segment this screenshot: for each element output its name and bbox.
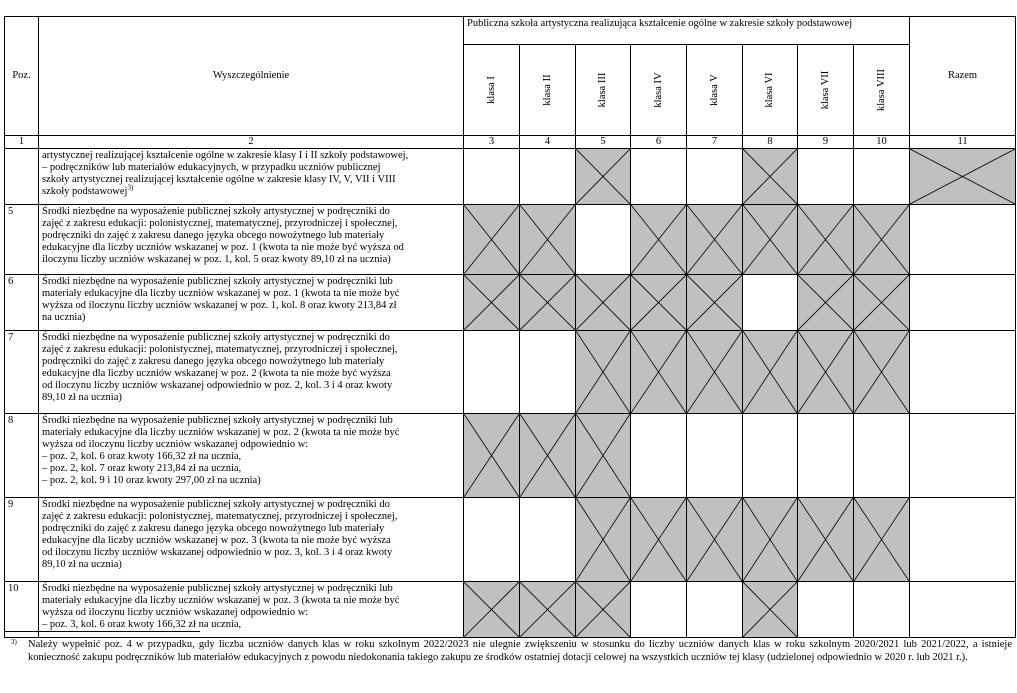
cross-mark-icon — [520, 582, 575, 637]
table-row — [5, 275, 1016, 331]
column-number: 11 — [910, 136, 1016, 149]
class-input-cell[interactable] — [798, 582, 854, 638]
class-input-cell[interactable] — [854, 414, 910, 498]
description-line: – podręczników lub materiałów edukacyjnych, w przypadku uczniów publicznej — [42, 162, 381, 173]
crossed-class-cell — [743, 149, 798, 205]
row-description — [39, 205, 464, 275]
description-line: Środki niezbędne na wyposażenie publicznej szkoły artystycznej w podręczniki do — [42, 332, 390, 343]
cross-mark-icon — [464, 582, 519, 637]
total-input-cell[interactable] — [910, 498, 1016, 582]
description-line: materiały edukacyjne dla liczby uczniów wskazanej w poz. 1 (kwota ta nie może być — [42, 288, 400, 299]
description-line: – poz. 3, kol. 6 oraz kwoty 166,32 zł na ucznia, — [42, 619, 242, 630]
cross-mark-icon — [798, 205, 853, 274]
description-line: artystycznej realizującej kształcenie ogólne w zakresie klasy I i II szkoły podstawowej, — [42, 150, 409, 161]
column-number: 4 — [520, 136, 576, 149]
row-description — [39, 275, 464, 331]
class-input-cell[interactable] — [631, 414, 687, 498]
description-line: – poz. 2, kol. 9 i 10 oraz kwoty 297,00 zł na ucznia) — [42, 475, 261, 486]
row-position: 5 — [5, 205, 39, 275]
crossed-class-cell — [854, 331, 910, 414]
total-input-cell[interactable] — [910, 582, 1016, 638]
cross-mark-icon — [520, 275, 575, 330]
class-input-cell[interactable] — [798, 414, 854, 498]
cross-mark-icon — [631, 275, 686, 330]
subsidy-form-table — [4, 16, 1016, 638]
class-input-cell[interactable] — [520, 149, 576, 205]
description-line: zajęć z zakresu edukacji: polonistycznej, matematycznej, przyrodniczej i społecznej, — [42, 218, 398, 229]
cross-mark-icon — [854, 498, 909, 581]
crossed-class-cell — [854, 498, 910, 582]
table-row — [5, 414, 1016, 498]
description-header: Wyszczególnienie — [39, 17, 464, 136]
cross-mark-icon — [687, 498, 742, 581]
row-position: 10 — [5, 582, 39, 638]
cross-mark-icon — [520, 414, 575, 497]
cross-mark-icon — [854, 205, 909, 274]
crossed-class-cell — [854, 205, 910, 275]
column-number: 9 — [798, 136, 854, 149]
class-input-cell[interactable] — [631, 582, 687, 638]
crossed-class-cell — [743, 205, 798, 275]
description-line: materiały edukacyjne dla liczby uczniów wskazanej w poz. 2 (kwota ta nie może być — [42, 427, 400, 438]
cross-mark-icon — [798, 331, 853, 413]
column-number: 8 — [743, 136, 798, 149]
description-line: od iloczynu liczby uczniów wskazanej odpowiednio w poz. 2, kol. 3 i 4 oraz kwoty — [42, 380, 393, 391]
description-line: materiały edukacyjne dla liczby uczniów wskazanej w poz. 3 (kwota ta nie może być — [42, 595, 400, 606]
crossed-class-cell — [520, 275, 576, 331]
cross-mark-icon — [631, 205, 686, 274]
crossed-class-cell — [464, 205, 520, 275]
description-line: wyższa od iloczynu liczby uczniów wskazanej odpowiednio w: — [42, 439, 309, 450]
crossed-class-cell — [798, 205, 854, 275]
class-input-cell[interactable] — [464, 331, 520, 414]
cross-mark-icon — [687, 205, 742, 274]
column-number: 6 — [631, 136, 687, 149]
header-row-top — [5, 17, 1016, 45]
description-line: 89,10 zł na ucznia) — [42, 559, 122, 570]
column-number: 3 — [464, 136, 520, 149]
description-line: edukacyjne dla liczby uczniów wskazanej w poz. 2 (kwota ta nie może być wyższa — [42, 368, 391, 379]
total-input-cell[interactable] — [910, 205, 1016, 275]
crossed-class-cell — [687, 331, 743, 414]
crossed-class-cell — [464, 414, 520, 498]
crossed-class-cell — [798, 275, 854, 331]
class-input-cell[interactable] — [520, 331, 576, 414]
crossed-class-cell — [464, 275, 520, 331]
cross-mark-icon — [464, 275, 519, 330]
class-header: klasa VIII — [854, 45, 910, 136]
cross-mark-icon — [743, 149, 797, 204]
class-input-cell[interactable] — [743, 275, 798, 331]
class-header: klasa I — [464, 45, 520, 136]
description-line: Środki niezbędne na wyposażenie publicznej szkoły artystycznej w podręczniki lub — [42, 276, 393, 287]
crossed-class-cell — [576, 275, 631, 331]
row-position: 9 — [5, 498, 39, 582]
description-line: Środki niezbędne na wyposażenie publicznej szkoły artystycznej w podręczniki do — [42, 206, 390, 217]
description-line: podręczniki do zajęć z zakresu danego języka obcego nowożytnego lub materiały — [42, 356, 385, 367]
crossed-class-cell — [576, 582, 631, 638]
crossed-total-cell — [910, 149, 1016, 205]
class-input-cell[interactable] — [464, 498, 520, 582]
table-row — [5, 582, 1016, 638]
crossed-class-cell — [576, 498, 631, 582]
row-description — [39, 498, 464, 582]
class-header: klasa IV — [631, 45, 687, 136]
description-line: Środki niezbędne na wyposażenie publicznej szkoły artystycznej w podręczniki lub — [42, 583, 393, 594]
cross-mark-icon — [743, 498, 797, 581]
crossed-class-cell — [631, 331, 687, 414]
cross-mark-icon — [576, 498, 630, 581]
table-row — [5, 149, 1016, 205]
footnote-text: Należy wypełnić poz. 4 w przypadku, gdy liczba uczniów danych klas w roku szkolnym 2022/2023 nie ulegnie zwiększeniu w stosunku do liczby uczniów danych klas w roku szkolnym 2020/2021 lub 2021/2022, a istnieje konieczność zakupu podręczników lub materiałów edukacyjnych z powodu niedokonania takiego zakupu ze środków ostatniej dotacji celowej na wszystkich uczniów tej klasy (udzielonej odpowiednio w 2020 r. lub 2021 r.). — [28, 639, 1012, 663]
crossed-class-cell — [798, 498, 854, 582]
crossed-class-cell — [687, 498, 743, 582]
class-input-cell[interactable] — [798, 149, 854, 205]
description-line: podręczniki do zajęć z zakresu danego języka obcego nowożytnego lub materiały — [42, 230, 385, 241]
total-input-cell[interactable] — [910, 275, 1016, 331]
crossed-class-cell — [576, 414, 631, 498]
line-text: szkoły podstawowej — [42, 186, 128, 197]
description-line: Środki niezbędne na wyposażenie publicznej szkoły artystycznej w podręczniki lub — [42, 415, 393, 426]
class-input-cell[interactable] — [687, 414, 743, 498]
row-position: 6 — [5, 275, 39, 331]
row-description — [39, 331, 464, 414]
crossed-class-cell — [743, 582, 798, 638]
cross-mark-icon — [464, 414, 519, 497]
description-line: na ucznia) — [42, 312, 86, 323]
row-description — [39, 149, 464, 205]
crossed-class-cell — [743, 498, 798, 582]
cross-mark-icon — [854, 275, 909, 330]
description-line: edukacyjne dla liczby uczniów wskazanej w poz. 3 (kwota ta nie może być wyższa — [42, 535, 391, 546]
table-row — [5, 205, 1016, 275]
cross-mark-icon — [631, 498, 686, 581]
cross-mark-icon — [576, 414, 630, 497]
table-row — [5, 331, 1016, 414]
description-line: szkoły artystycznej realizującej kształcenie ogólne w zakresie klasy IV, V, VII i VIII — [42, 174, 396, 185]
class-header: klasa III — [576, 45, 631, 136]
crossed-class-cell — [631, 275, 687, 331]
crossed-class-cell — [687, 205, 743, 275]
class-input-cell[interactable] — [854, 149, 910, 205]
row-description — [39, 414, 464, 498]
cross-mark-icon — [631, 331, 686, 413]
class-header: klasa VII — [798, 45, 854, 136]
cross-mark-icon — [743, 582, 797, 637]
cross-mark-icon — [910, 149, 1015, 204]
column-number: 10 — [854, 136, 910, 149]
crossed-class-cell — [743, 331, 798, 414]
cross-mark-icon — [798, 275, 853, 330]
cross-mark-icon — [464, 205, 519, 274]
cross-mark-icon — [520, 205, 575, 274]
crossed-class-cell — [631, 498, 687, 582]
description-line: edukacyjne dla liczby uczniów wskazanej w poz. 1 (kwota ta nie może być wyższa od — [42, 242, 404, 253]
crossed-class-cell — [854, 275, 910, 331]
column-number: 1 — [5, 136, 39, 149]
cross-mark-icon — [687, 331, 742, 413]
description-line: zajęć z zakresu edukacji: polonistycznej, matematycznej, przyrodniczej i społecznej, — [42, 511, 398, 522]
school-group-header: Publiczna szkoła artystyczna realizująca kształcenie ogólne w zakresie szkoły podstawowej — [464, 17, 910, 45]
description-line: 89,10 zł na ucznia) — [42, 392, 122, 403]
description-line: podręczniki do zajęć z zakresu danego języka obcego nowożytnego lub materiały — [42, 523, 385, 534]
description-line: wyższa od iloczynu liczby uczniów wskazanej odpowiednio w: — [42, 607, 309, 618]
cross-mark-icon — [576, 331, 630, 413]
cross-mark-icon — [687, 275, 742, 330]
column-number: 2 — [39, 136, 464, 149]
row-position — [5, 149, 39, 205]
class-input-cell[interactable] — [631, 149, 687, 205]
cross-mark-icon — [576, 582, 630, 637]
total-input-cell[interactable] — [910, 414, 1016, 498]
class-header: klasa V — [687, 45, 743, 136]
class-input-cell[interactable] — [687, 582, 743, 638]
footnote-divider — [4, 631, 200, 632]
crossed-class-cell — [631, 205, 687, 275]
description-line: wyższa od iloczynu liczby uczniów wskazanej w poz. 1, kol. 8 oraz kwoty 213,84 zł — [42, 300, 397, 311]
row-description — [39, 582, 464, 638]
description-line: od iloczynu liczby uczniów wskazanej odpowiednio w poz. 3, kol. 3 i 4 oraz kwoty — [42, 547, 393, 558]
crossed-class-cell — [520, 205, 576, 275]
description-line: – poz. 2, kol. 7 oraz kwoty 213,84 zł na ucznia, — [42, 463, 242, 474]
footnote — [4, 638, 1012, 664]
crossed-class-cell — [687, 275, 743, 331]
pos-header: Poz. — [5, 17, 39, 136]
crossed-class-cell — [576, 149, 631, 205]
class-header: klasa II — [520, 45, 576, 136]
table-body — [5, 149, 1016, 638]
crossed-class-cell — [798, 331, 854, 414]
total-header: Razem — [910, 17, 1016, 136]
total-input-cell[interactable] — [910, 331, 1016, 414]
column-number-row — [5, 136, 1016, 149]
crossed-class-cell — [520, 582, 576, 638]
column-number: 5 — [576, 136, 631, 149]
crossed-class-cell — [576, 331, 631, 414]
crossed-class-cell — [520, 414, 576, 498]
description-line: zajęć z zakresu edukacji: polonistycznej, matematycznej, przyrodniczej i społecznej, — [42, 344, 398, 355]
column-number: 7 — [687, 136, 743, 149]
cross-mark-icon — [798, 498, 853, 581]
cross-mark-icon — [576, 149, 630, 204]
class-input-cell[interactable] — [854, 582, 910, 638]
class-input-cell[interactable] — [464, 149, 520, 205]
description-line: – poz. 2, kol. 6 oraz kwoty 166,32 zł na ucznia, — [42, 451, 242, 462]
cross-mark-icon — [743, 331, 797, 413]
class-header: klasa VI — [743, 45, 798, 136]
description-line — [42, 183, 460, 198]
table-row — [5, 498, 1016, 582]
cross-mark-icon — [854, 331, 909, 413]
class-input-cell[interactable] — [743, 414, 798, 498]
class-input-cell[interactable] — [687, 149, 743, 205]
row-position: 8 — [5, 414, 39, 498]
footnote-mark: 3) — [11, 638, 17, 646]
class-input-cell[interactable] — [520, 498, 576, 582]
description-line: Środki niezbędne na wyposażenie publicznej szkoły artystycznej w podręczniki do — [42, 499, 390, 510]
crossed-class-cell — [464, 582, 520, 638]
row-position: 7 — [5, 331, 39, 414]
cross-mark-icon — [576, 275, 630, 330]
footnote-reference: 3) — [127, 183, 134, 192]
description-line: iloczynu liczby uczniów wskazanej w poz. 1, kol. 5 oraz kwoty 89,10 zł na ucznia) — [42, 254, 391, 265]
class-input-cell[interactable] — [576, 205, 631, 275]
cross-mark-icon — [743, 205, 797, 274]
